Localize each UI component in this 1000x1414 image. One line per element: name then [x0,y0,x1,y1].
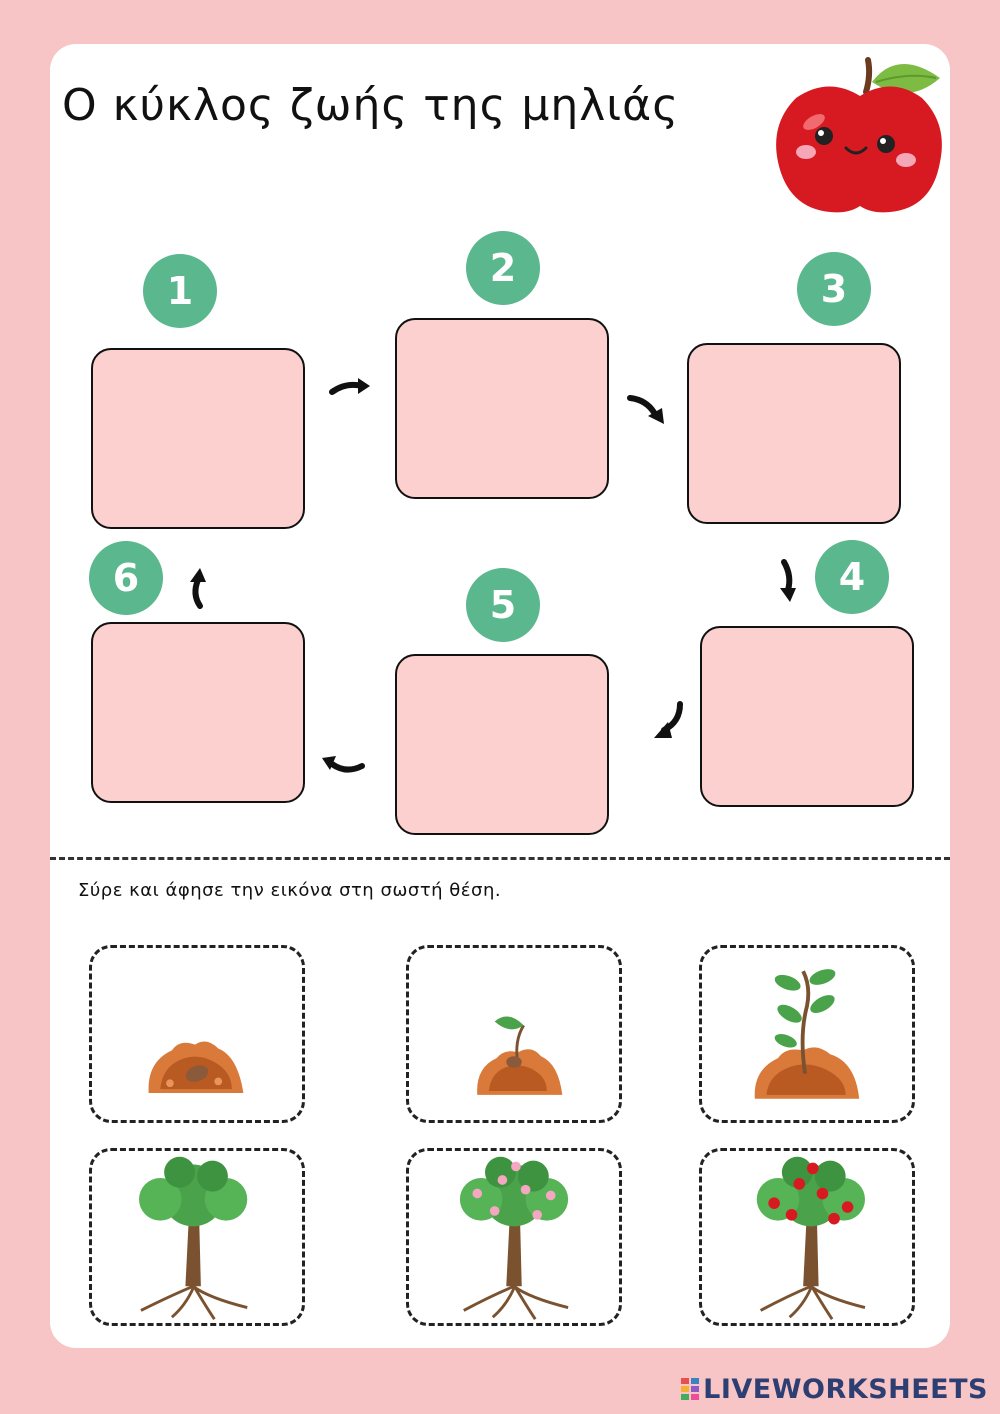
step-badge-5: 5 [466,568,540,642]
liveworksheets-logo-icon [681,1378,699,1400]
draggable-card-flowering-tree[interactable] [406,1148,622,1326]
step-badge-6: 6 [89,541,163,615]
arrow-icon [176,564,226,614]
brand-text: LIVEWORKSHEETS [703,1374,988,1405]
draggable-card-seed[interactable] [89,945,305,1123]
flowering-tree-icon [409,1151,619,1323]
drop-zone-5[interactable] [395,654,609,835]
liveworksheets-logo [681,1374,988,1405]
drop-zone-2[interactable] [395,318,609,499]
arrow-icon [646,698,696,748]
apple-mascot-icon [768,40,948,220]
step-badge-3: 3 [797,252,871,326]
draggable-card-sprout[interactable] [406,945,622,1123]
draggable-card-seedling[interactable] [699,945,915,1123]
page-title: Ο κύκλος ζωής της μηλιάς [62,80,680,131]
step-badge-1: 1 [143,254,217,328]
arrow-icon [318,740,368,790]
draggable-card-fruit-tree[interactable] [699,1148,915,1326]
drop-zone-1[interactable] [91,348,305,529]
arrow-icon [326,362,376,412]
sprouting-seed-icon [409,948,619,1120]
arrow-icon [624,384,674,434]
dashed-divider [50,857,950,860]
drop-zone-4[interactable] [700,626,914,807]
step-badge-4: 4 [815,540,889,614]
drop-zone-6[interactable] [91,622,305,803]
arrow-icon [764,556,814,606]
fruit-tree-icon [702,1151,912,1323]
draggable-card-young-tree[interactable] [89,1148,305,1326]
instruction-text: Σύρε και άφησε την εικόνα στη σωστή θέση. [78,880,502,901]
drop-zone-3[interactable] [687,343,901,524]
step-badge-2: 2 [466,231,540,305]
seedling-icon [702,948,912,1120]
seed-in-soil-icon [92,948,302,1120]
young-tree-icon [92,1151,302,1323]
